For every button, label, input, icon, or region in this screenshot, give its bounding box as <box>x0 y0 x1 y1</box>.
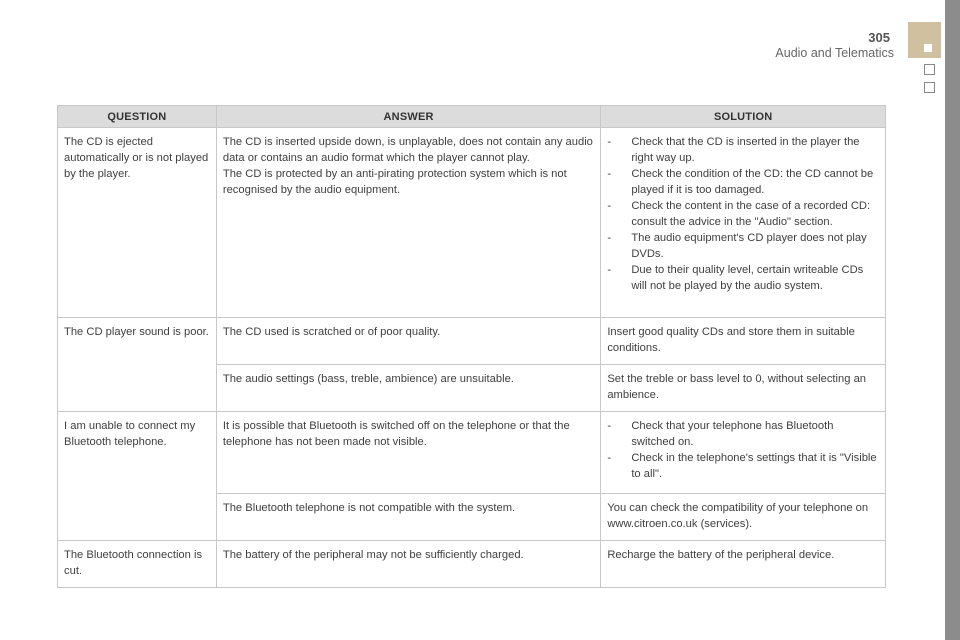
answer-text: The CD is inserted upside down, is unplayable, does not contain any audio data or contains an audio format which the player cannot play. <box>222 136 593 164</box>
page-edge-bar <box>945 0 960 640</box>
question-cell: The CD player sound is poor. <box>58 318 217 412</box>
question-cell: The Bluetooth connection is cut. <box>58 541 217 588</box>
solution-cell <box>601 412 886 494</box>
table-row <box>58 412 886 494</box>
answer-cell: The battery of the peripheral may not be sufficiently charged. <box>216 541 600 588</box>
solution-item: - Check that the CD is inserted in the player the right way up. <box>607 134 879 166</box>
solution-cell: Recharge the battery of the peripheral device. <box>601 541 886 588</box>
faq-table <box>57 105 886 588</box>
solution-item: - The audio equipment's CD player does not play DVDs. <box>607 230 879 262</box>
answer-cell: It is possible that Bluetooth is switched off on the telephone or that the telephone has not been made not visible. <box>216 412 600 494</box>
solution-cell <box>601 128 886 318</box>
section-marker-empty-icon <box>924 64 935 75</box>
answer-cell <box>216 128 600 318</box>
column-header-question: QUESTION <box>58 106 217 128</box>
answer-cell: The Bluetooth telephone is not compatible with the system. <box>216 494 600 541</box>
solution-list <box>607 134 879 294</box>
page-number: 305 <box>868 30 890 45</box>
solution-item: - Check the content in the case of a recorded CD: consult the advice in the "Audio" section. <box>607 198 879 230</box>
solution-item: - Check the condition of the CD: the CD cannot be played if it is too damaged. <box>607 166 879 198</box>
answer-cell: The CD used is scratched or of poor quality. <box>216 318 600 365</box>
solution-cell: You can check the compatibility of your telephone on www.citroen.co.uk (services). <box>601 494 886 541</box>
solution-item: - Check that your telephone has Bluetooth switched on. <box>607 418 879 450</box>
question-cell: I am unable to connect my Bluetooth telephone. <box>58 412 217 541</box>
question-cell: The CD is ejected automatically or is not played by the player. <box>58 128 217 318</box>
section-marker-empty-icon <box>924 82 935 93</box>
table-row <box>58 128 886 318</box>
section-tab <box>908 22 941 58</box>
table-row <box>58 318 886 365</box>
solution-item: - Due to their quality level, certain writeable CDs will not be played by the audio system. <box>607 262 879 294</box>
section-title: Audio and Telematics <box>775 46 894 60</box>
table-row <box>58 541 886 588</box>
solution-cell: Insert good quality CDs and store them in suitable conditions. <box>601 318 886 365</box>
solution-item: - Check in the telephone's settings that it is "Visible to all". <box>607 450 879 482</box>
answer-cell: The audio settings (bass, treble, ambience) are unsuitable. <box>216 365 600 412</box>
table-header-row <box>58 106 886 128</box>
solution-list <box>607 418 879 482</box>
column-header-solution: SOLUTION <box>601 106 886 128</box>
section-tab-marker-icon <box>924 44 932 52</box>
answer-text: The CD is protected by an anti-pirating protection system which is not recognised by the audio equipment. <box>222 168 567 196</box>
solution-cell: Set the treble or bass level to 0, without selecting an ambience. <box>601 365 886 412</box>
column-header-answer: ANSWER <box>216 106 600 128</box>
